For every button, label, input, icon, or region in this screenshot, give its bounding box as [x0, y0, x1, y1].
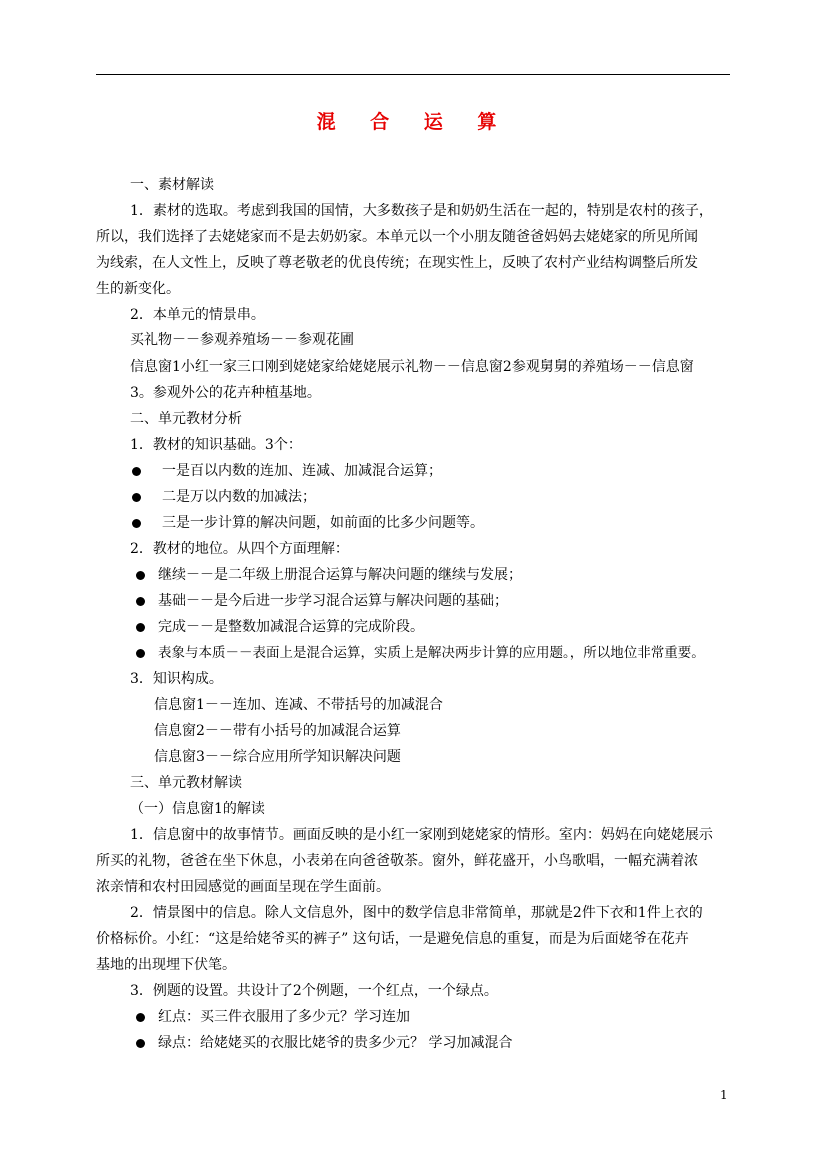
list-item: 一是百以内数的连加、连减、加减混合运算； [162, 463, 442, 479]
list-item: 信息窗1－－连加、连减、不带括号的加减混合 [154, 697, 443, 713]
section-heading: 二、单元教材分析 [130, 411, 242, 427]
bullet-icon [136, 1039, 145, 1048]
paragraph-line: 价格标价。小红：“这是给姥爷买的裤子” 这句话，一是避免信息的重复，而是为后面姥爷在花卉 [96, 931, 689, 947]
paragraph-line: 1．素材的选取。考虑到我国的国情，大多数孩子是和奶奶生活在一起的，特别是农村的孩子， [130, 203, 713, 219]
paragraph-line: 3．知识构成。 [130, 671, 223, 687]
list-item: 二是万以内数的加减法； [162, 489, 316, 505]
paragraph-line: 2．本单元的情景串。 [130, 307, 265, 323]
paragraph-line: 买礼物－－参观养殖场－－参观花圃 [130, 332, 354, 348]
list-item: 表象与本质－－表面上是混合运算，实质上是解决两步计算的应用题。，所以地位非常重要。 [158, 645, 705, 661]
paragraph-line: 浓亲情和农村田园感觉的画面呈现在学生面前。 [96, 879, 390, 895]
header-rule [96, 74, 730, 75]
list-item: 继续－－是二年级上册混合运算与解决问题的继续与发展； [158, 567, 522, 583]
paragraph-line: 1．教材的知识基础。3个： [130, 437, 302, 453]
paragraph-line: 3．例题的设置。共设计了2个例题，一个红点，一个绿点。 [130, 983, 498, 999]
paragraph-line: 2．教材的地位。从四个方面理解： [130, 541, 349, 557]
paragraph-line: 为线索，在人文性上，反映了尊老敬老的优良传统；在现实性上，反映了农村产业结构调整后所发 [96, 255, 698, 271]
paragraph-line: 所买的礼物，爸爸在坐下休息，小表弟在向爸爸敬茶。窗外，鲜花盛开，小鸟歌唱，一幅充满着浓 [96, 853, 698, 869]
subsection-heading: （一）信息窗1的解读 [130, 801, 265, 817]
paragraph-line: 1．信息窗中的故事情节。画面反映的是小红一家刚到姥姥家的情形。室内：妈妈在向姥姥展示 [130, 827, 713, 843]
list-item: 三是一步计算的解决问题，如前面的比多少问题等。 [162, 515, 484, 531]
list-item: 信息窗3－－综合应用所学知识解决问题 [154, 749, 401, 765]
bullet-icon [136, 1013, 145, 1022]
bullet-icon [132, 467, 141, 476]
bullet-icon [136, 623, 145, 632]
paragraph-line: 生的新变化。 [96, 281, 180, 297]
paragraph-line: 2．情景图中的信息。除人文信息外，图中的数学信息非常简单，那就是2件下衣和1件上衣的 [130, 905, 703, 921]
bullet-icon [136, 597, 145, 606]
list-item: 绿点：给姥姥买的衣服比姥爷的贵多少元？ 学习加减混合 [158, 1035, 513, 1051]
paragraph-line: 基地的出现埋下伏笔。 [96, 957, 236, 973]
section-heading: 一、素材解读 [130, 177, 214, 193]
page-number: 1 [720, 1088, 728, 1102]
list-item: 完成－－是整数加减混合运算的完成阶段。 [158, 619, 424, 635]
page-title: 混 合 运 算 [316, 111, 511, 133]
list-item: 信息窗2－－带有小括号的加减混合运算 [154, 723, 401, 739]
section-heading: 三、单元教材解读 [130, 775, 242, 791]
bullet-icon [132, 493, 141, 502]
paragraph-line: 所以，我们选择了去姥姥家而不是去奶奶家。本单元以一个小朋友随爸爸妈妈去姥姥家的所见所闻 [96, 229, 698, 245]
list-item: 红点：买三件衣服用了多少元？学习连加 [158, 1009, 410, 1025]
list-item: 基础－－是今后进一步学习混合运算与解决问题的基础； [158, 593, 508, 609]
paragraph-line: 信息窗1小红一家三口刚到姥姥家给姥姥展示礼物－－信息窗2参观舅舅的养殖场－－信息窗 [130, 359, 694, 375]
bullet-icon [136, 571, 145, 580]
bullet-icon [132, 519, 141, 528]
bullet-icon [136, 649, 145, 658]
paragraph-line: 3。参观外公的花卉种植基地。 [130, 385, 321, 401]
